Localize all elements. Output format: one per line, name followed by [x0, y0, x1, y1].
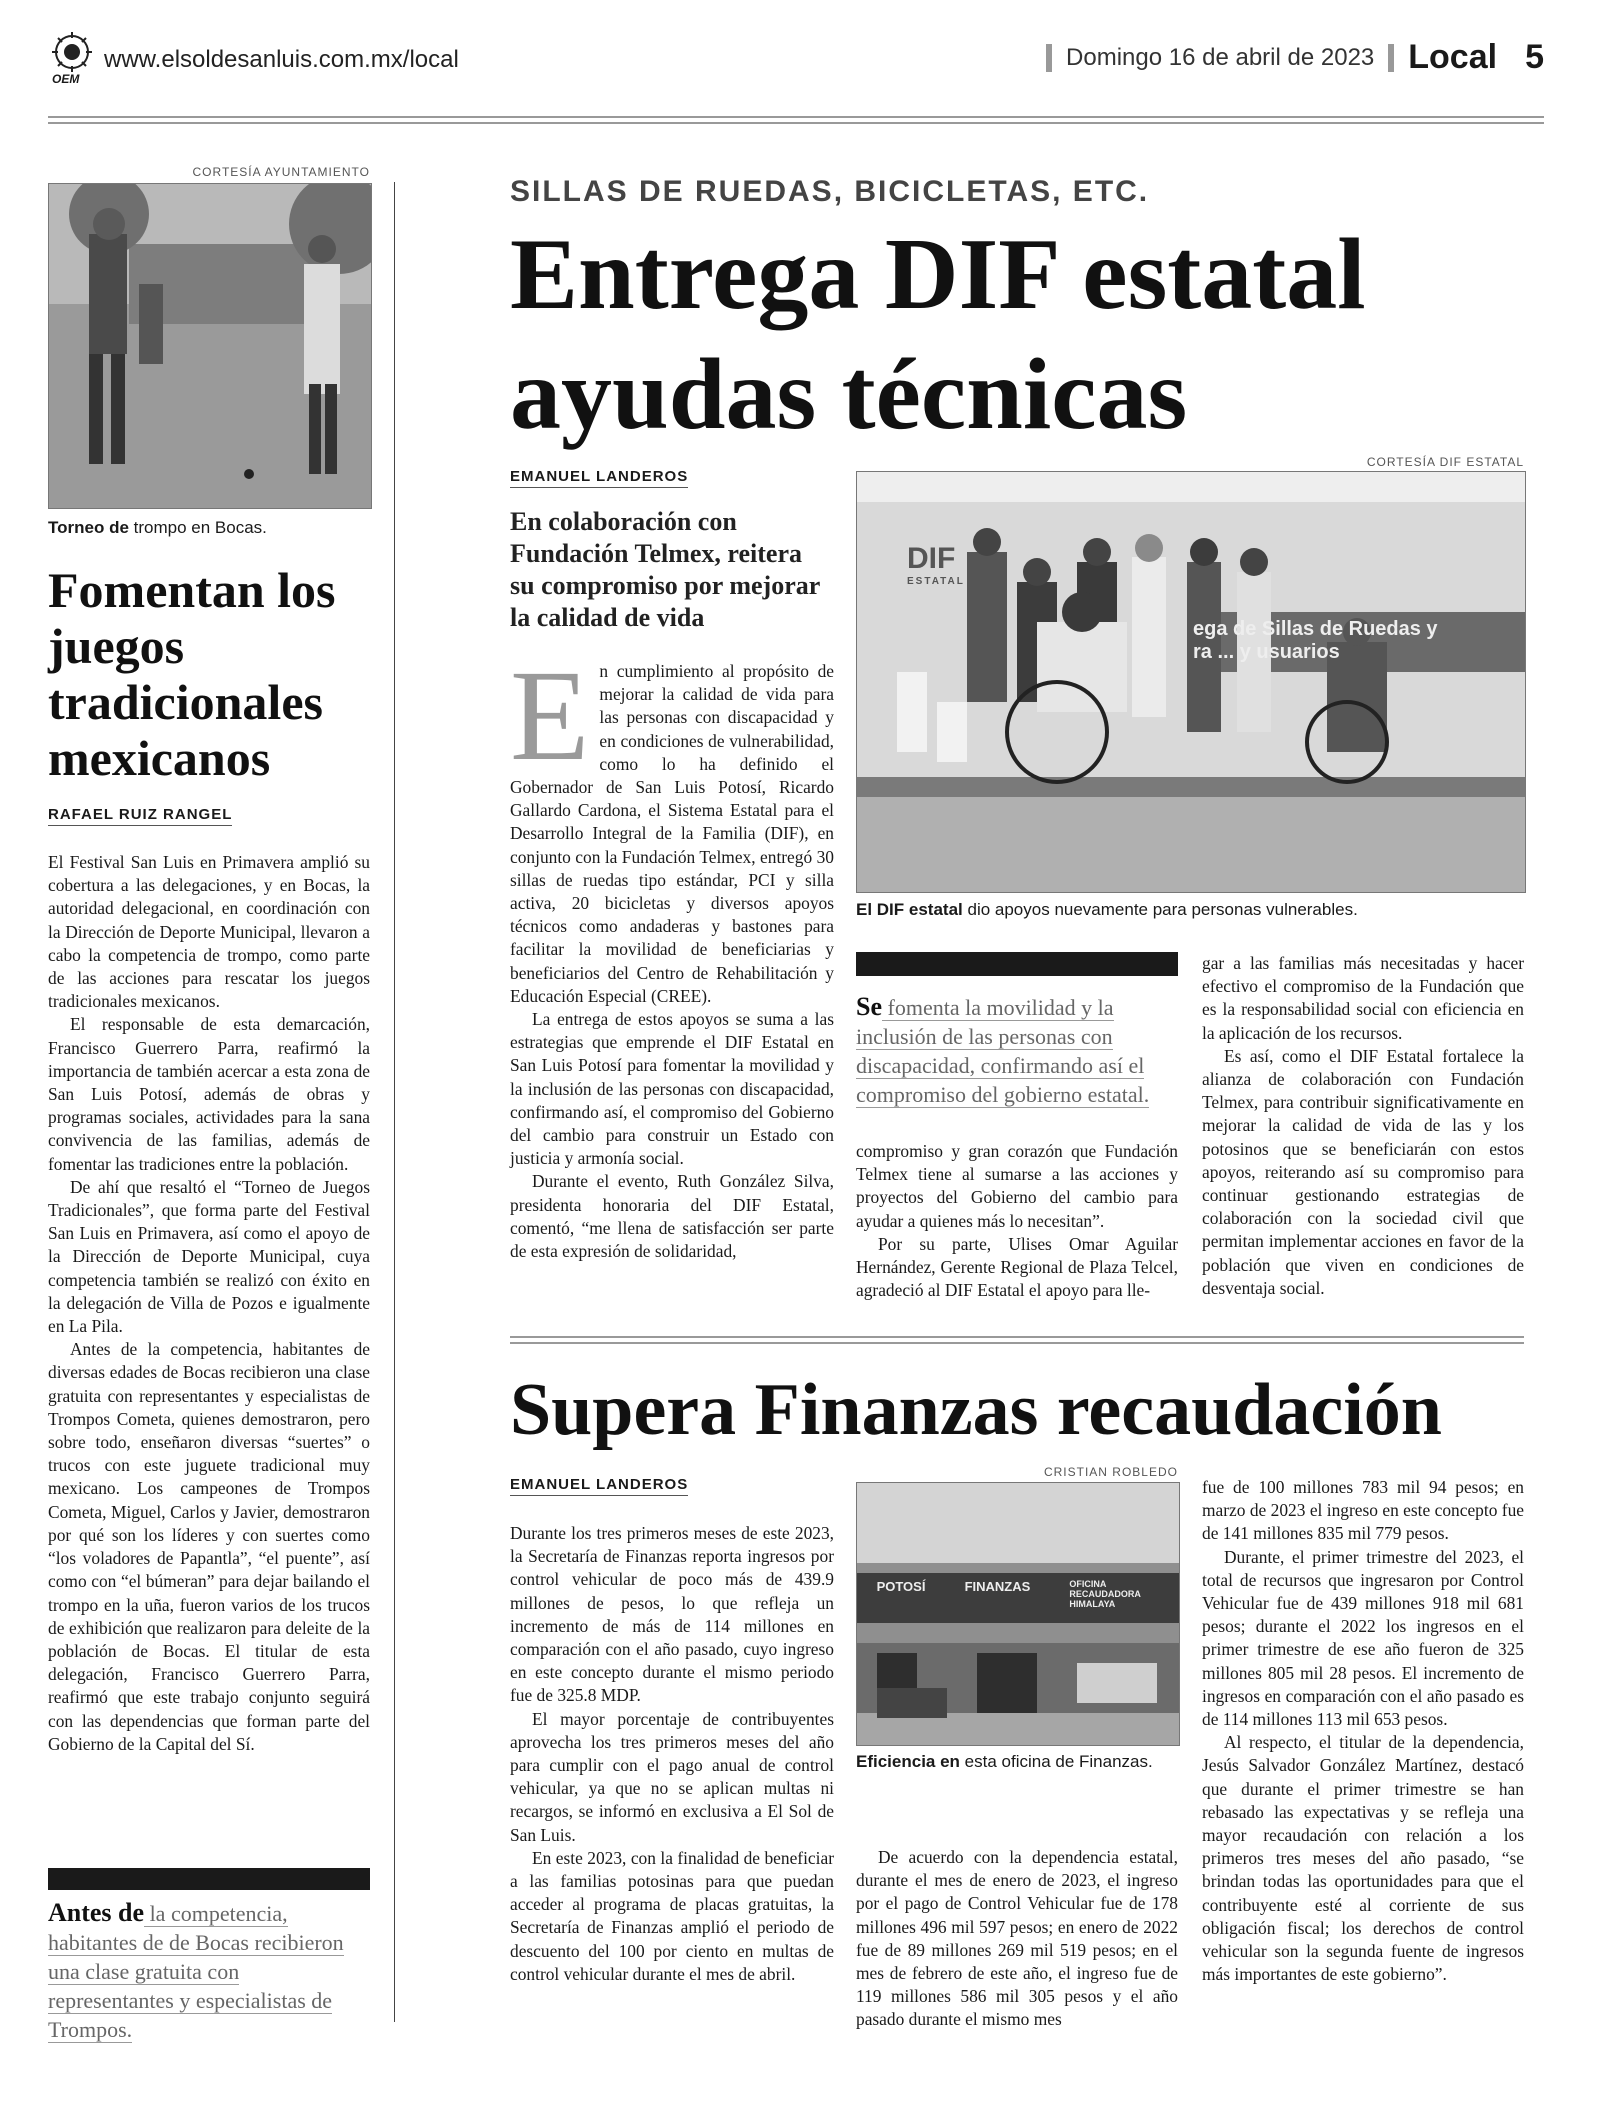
caption-text: esta oficina de Finanzas. [959, 1752, 1153, 1771]
paragraph: De ahí que resaltó el “Torneo de Juegos Tradicionales”, que forma parte del Festival San Luis en Primavera, así como el apoyo de la Dirección de Deporte Municipal, cuya competencia también se realizó con éxito en la delegación de Villa de Pozos e igualmente en La Pila. [48, 1176, 370, 1337]
event-banner [1193, 618, 1438, 664]
section-name: Local [1408, 38, 1498, 76]
article-body-col1 [510, 644, 834, 1263]
event-banner-line2: ra ... y usuarios [1193, 641, 1340, 663]
article-body-col2 [856, 1846, 1178, 2032]
pullquote [48, 1898, 370, 2044]
article-headline: Fomentan los juegos tradicionales mexicanos [48, 562, 336, 786]
newspaper-logo [48, 30, 96, 86]
article-headline: Supera Finanzas recaudación [510, 1369, 1442, 1451]
pullquote-lead: Antes de [48, 1898, 145, 1927]
dif-logo-sub: ESTATAL [907, 576, 965, 587]
article-deck: En colaboración con Fundación Telmex, reitera su compromiso por mejorar la calidad de vida [510, 507, 820, 632]
pullquote-bar [48, 1868, 370, 1890]
article-body [48, 851, 370, 1756]
issue-date: Domingo 16 de abril de 2023 [1066, 43, 1375, 71]
paragraph: De acuerdo con la dependencia estatal, durante el mes de enero de 2023, el ingreso por el pago de Control Vehicular fue de 178 millones 496 mil 597 pesos; en enero de 2022 fue de 89 millones 269 mil 519 pesos; en el mes de febrero de este año, el ingreso fue de 119 millones 586 mil 305 pesos y el año pasado durante el mismo mes [856, 1847, 1178, 2030]
page-number: 5 [1525, 38, 1544, 76]
kicker: SILLAS DE RUEDAS, BICICLETAS, ETC. [510, 175, 1150, 208]
photo-caption [856, 1752, 1178, 1772]
caption-text: trompo en Bocas. [128, 518, 267, 537]
divider [1046, 44, 1052, 72]
section-rule [510, 1336, 1524, 1344]
paragraph: n cumplimiento al propósito de mejorar la calidad de vida para las personas con discapacidad y en condiciones de vulnerabilidad, como lo ha definido el Gobernador de San Luis Potosí, Ricardo Gallardo Cardona, el Sistema Estatal para el Desarrollo Integral de la Familia (DIF), en conjunto con la Fundación Telmex, entregó 30 sillas de ruedas tipo estándar, PCI y silla activa, 20 bicicletas y diversos apoyos técnicos como andaderas y bastones para facilitar la movilidad de beneficiarias y beneficiarios del Centro de Rehabilitación y Educación Especial (CREE). [510, 661, 834, 1006]
finanzas-office-photo [856, 1482, 1180, 1746]
pullquote-text: fomenta la movilidad y la inclusión de las personas con discapacidad, confirmando así el compromiso del gobierno estatal. [856, 995, 1150, 1107]
photo-credit: CRISTIAN ROBLEDO [1043, 1465, 1178, 1479]
paragraph: Durante, el primer trimestre del 2023, el total de recursos que ingresaron por Control Vehicular fue de 439 millones 918 mil 681 pesos; durante el 2022 los ingresos en el primer trimestre de ese año fueron de 325 millones 805 mil 28 pesos. El incremento de ingresos en comparación con el año pasado es de 114 millones 113 mil 653 pesos. [1202, 1546, 1524, 1730]
paragraph: gar a las familias más necesitadas y hacer efectivo el compromiso de la Fundación que es la responsabilidad social con eficiencia en la aplicación de los recursos. [1202, 953, 1524, 1043]
paragraph: El mayor porcentaje de contribuyentes aprovecha los tres primeros meses del año para cumplir con el pago anual de control vehicular, ya que no se aplican multas ni recargos, se informó en exclusiva a El Sol de San Luis. [510, 1708, 834, 1845]
photo-credit: CORTESÍA AYUNTAMIENTO [192, 165, 370, 179]
paragraph: La entrega de estos apoyos se suma a las estrategias que emprende el DIF Estatal en San Luis Potosí para fomentar la movilidad y la inclusión de las personas con discapacidad, confirmando así, el compromiso del Gobierno del cambio para construir un Estado con justicia y armonía social. [510, 1009, 834, 1169]
event-banner-line1: ega de Sillas de Ruedas y [1193, 618, 1438, 640]
paragraph: En este 2023, con la finalidad de beneficiar a las familias potosinas para que puedan acceder al programa de placas gratuitas, la Secretaría de Finanzas amplió el periodo de descuento del 100 por ciento en multas de control vehicular durante el mes de abril. [510, 1847, 834, 1984]
pullquote [856, 992, 1178, 1109]
office-sign [857, 1579, 1179, 1609]
paragraph: El responsable de esta demarcación, Francisco Guerrero Parra, reafirmó la importancia de también acercar a esta zona de San Luis Potosí, además de obras y programas sociales, actividades para la sana convivencia de las familias, además de fomentar las tradiciones entre la población. [48, 1014, 370, 1174]
paragraph: Antes de la competencia, habitantes de diversas edades de Bocas recibieron una clase gratuita con representantes y especialistas de Trompos Cometa, quienes demostraron, pero sobre todo, enseñaron diversas “suertes” o trucos con este juguete tradicional muy mexicano. Los campeones de Trompos Cometa, Miguel, Carlos y Javier, demostraron por qué son los líderes y con suertes como “los voladores de Papantla”, “el puente”, así como con “el búmeran” para dejar bailando el trompo en la uña, fueron varios de los trucos de exhibición que realizaron para deleite de la población de Bocas. El titular de esta delegación, Francisco Guerrero Parra, reafirmó que este trabajo conjunto seguirá con las dependencias que forman parte del Gobierno de la Capital del Sí. [48, 1339, 370, 1754]
article-body-col3 [1202, 1476, 1524, 1986]
byline: EMANUEL LANDEROS [510, 468, 688, 488]
article-body-col1 [510, 1522, 834, 1986]
paragraph: Durante los tres primeros meses de este 2023, la Secretaría de Finanzas reporta ingresos por control vehicular de poco más de 439.9 millones de pesos, lo que refleja un incremento de más de 114 millones en comparación con el año pasado, cuyo ingreso en este concepto durante el mismo periodo fue de 325.8 MDP. [510, 1523, 834, 1706]
caption-lead: Eficiencia en [856, 1752, 960, 1771]
caption-lead: El DIF estatal [856, 900, 963, 919]
column-rule [394, 182, 395, 2022]
pullquote-text: la competencia, habitantes de de Bocas recibieron una clase gratuita con representantes y especialistas de Trompos. [48, 1901, 344, 2042]
caption-text: dio apoyos nuevamente para personas vulnerables. [962, 900, 1358, 919]
article-body-col3 [1202, 952, 1524, 1300]
dif-logo-text [907, 542, 965, 587]
divider [1388, 44, 1394, 72]
sign-finanzas: FINANZAS [964, 1579, 1031, 1594]
byline: RAFAEL RUIZ RANGEL [48, 806, 232, 826]
paragraph: Al respecto, el titular de la dependencia, Jesús Salvador González Martínez, destacó que durante el primer trimestre se han rebasado las expectativas y se refleja una mayor recaudación con relación a los primeros tres meses del año pasado, “se brindan todas las oportunidades para que el contribuyente esté al corriente de sus obligación fiscal; los derechos de control vehicular son la segunda fuente de ingresos más importantes de este gobierno”. [1202, 1732, 1524, 1985]
byline: EMANUEL LANDEROS [510, 1476, 688, 1496]
paragraph: El Festival San Luis en Primavera amplió su cobertura a las delegaciones, y en Bocas, la autoridad delegacional, en coordinación con la Dirección de Deporte Municipal, llevaron a cabo la competencia de trompo, como parte de las acciones para rescatar los juegos tradicionales mexicanos. [48, 852, 370, 1012]
dif-event-photo [856, 471, 1526, 893]
paragraph: Durante el evento, Ruth González Silva, presidenta honoraria del DIF Estatal, comentó, “me llena de satisfacción ser parte de esta expresión de solidaridad, [510, 1171, 834, 1262]
sign-oficina: OFICINA RECAUDADORA HIMALAYA [1069, 1579, 1141, 1609]
paragraph: compromiso y gran corazón que Fundación Telmex tiene al sumarse a las acciones y proyectos del Gobierno del cambio para ayudar a quienes más lo necesitan”. [856, 1141, 1178, 1231]
header-meta [1046, 38, 1544, 77]
article-body-col2 [856, 1140, 1178, 1302]
sign-potosi: POTOSÍ [876, 1579, 926, 1594]
header-rule [48, 116, 1544, 124]
pullquote-lead: Se [856, 992, 882, 1021]
trompo-photo [48, 183, 372, 509]
photo-caption [48, 518, 370, 538]
paragraph: fue de 100 millones 783 mil 94 pesos; en marzo de 2023 el ingreso en este concepto fue de 141 millones 835 mil 779 pesos. [1202, 1477, 1524, 1544]
paragraph: Es así, como el DIF Estatal fortalece la alianza de colaboración con Fundación Telmex, para contribuir significativamente en mejorar la calidad de vida de las y los potosinos que se beneficiarán con estos apoyos, reiterando así su compromiso para continuar gestionando estrategias de colaboración con la sociedad civil que permitan implementar acciones en favor de la población que viven en condiciones de desventaja social. [1202, 1045, 1524, 1298]
paragraph: Por su parte, Ulises Omar Aguilar Hernández, Gerente Regional de Plaza Telcel, agradeció al DIF Estatal el apoyo para lle- [856, 1233, 1178, 1301]
photo-credit: CORTESÍA DIF ESTATAL [1366, 455, 1524, 469]
dif-logo: DIF [907, 542, 956, 575]
pullquote-bar [856, 952, 1178, 976]
site-url[interactable]: www.elsoldesanluis.com.mx/local [104, 46, 459, 73]
photo-caption [856, 900, 1524, 920]
caption-lead: Torneo de [48, 518, 129, 537]
article-headline: Entrega DIF estatal ayudas técnicas [510, 218, 1366, 451]
drop-cap: E [510, 644, 590, 788]
logo-text: OEM [52, 72, 80, 86]
